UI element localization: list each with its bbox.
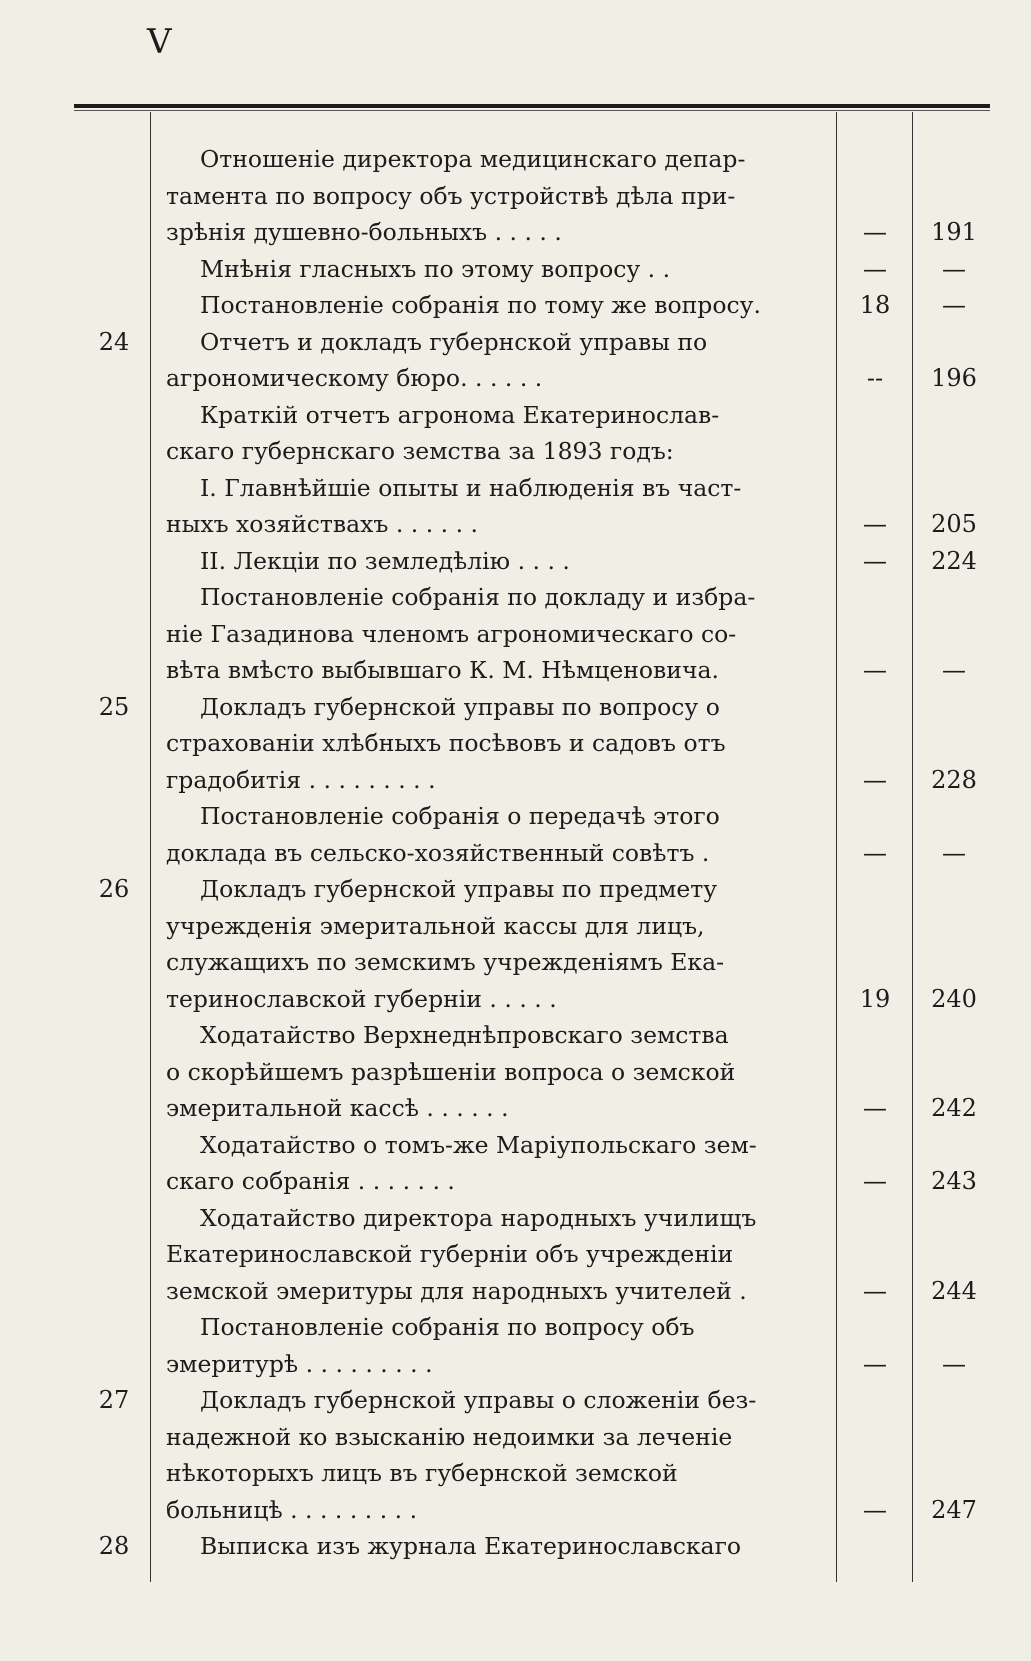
page-reference: 240 bbox=[931, 984, 977, 1013]
table-row bbox=[0, 981, 1031, 1018]
table-row bbox=[0, 725, 1031, 762]
page-reference: 244 bbox=[931, 1276, 977, 1305]
journal-number: — bbox=[863, 546, 887, 575]
page-reference: — bbox=[942, 254, 966, 283]
table-row bbox=[0, 1382, 1031, 1419]
page-reference: — bbox=[942, 1349, 966, 1378]
table-row bbox=[0, 1054, 1031, 1091]
journal-number: 18 bbox=[859, 291, 891, 319]
table-row bbox=[0, 616, 1031, 653]
entry-text: больницѣ . . . . . . . . . bbox=[166, 1495, 418, 1524]
page-reference: 242 bbox=[931, 1094, 977, 1122]
entry-text: Докладъ губернской управы о сложеніи без- bbox=[200, 1386, 757, 1414]
table-row bbox=[0, 1090, 1031, 1127]
entry-text: служащихъ по земскимъ учрежденіямъ Ека- bbox=[166, 948, 725, 976]
table-row bbox=[0, 214, 1031, 251]
table-row bbox=[0, 251, 1031, 288]
page-reference: — bbox=[942, 838, 966, 867]
table-row bbox=[0, 397, 1031, 434]
table-row bbox=[0, 360, 1031, 397]
entry-text: Отчетъ и докладъ губернской управы по bbox=[200, 327, 708, 356]
page-reference: 191 bbox=[931, 218, 977, 246]
entry-text: I. Главнѣйшіе опыты и наблюденія въ част- bbox=[200, 473, 742, 502]
entry-text: нѣкоторыхъ лицъ въ губернской земской bbox=[166, 1459, 678, 1487]
page-number: V bbox=[147, 22, 172, 62]
journal-number: — bbox=[863, 254, 887, 283]
table-row bbox=[0, 1419, 1031, 1456]
table-row bbox=[0, 543, 1031, 580]
entry-text: Ходатайство о томъ-же Маріупольскаго зем- bbox=[200, 1130, 757, 1159]
table-row bbox=[0, 689, 1031, 726]
table-row bbox=[0, 1273, 1031, 1310]
entry-text: вѣта вмѣсто выбывшаго К. М. Нѣмценовича. bbox=[166, 656, 719, 684]
section-number: 26 bbox=[98, 875, 130, 903]
table-row bbox=[0, 506, 1031, 543]
table-row bbox=[0, 324, 1031, 361]
entry-text: Краткій отчетъ агронома Екатеринослав- bbox=[200, 400, 720, 429]
table-row bbox=[0, 1236, 1031, 1273]
entry-text: скаго собранія . . . . . . . bbox=[166, 1167, 455, 1195]
table-row bbox=[0, 1200, 1031, 1237]
entry-text: II. Лекціи по земледѣлію . . . . bbox=[200, 546, 570, 575]
header-rule-thin bbox=[74, 110, 990, 111]
entry-text: тамента по вопросу объ устройствѣ дѣла при- bbox=[166, 181, 736, 210]
entry-text: ніе Газадинова членомъ агрономическаго со- bbox=[166, 619, 737, 648]
page-reference: 205 bbox=[931, 510, 977, 538]
journal-number: — bbox=[863, 218, 887, 246]
table-row bbox=[0, 652, 1031, 689]
page-reference: — bbox=[942, 291, 966, 319]
entry-text: Постановленіе собранія по докладу и избра- bbox=[200, 583, 756, 611]
header-rule-thick bbox=[74, 104, 990, 108]
table-row bbox=[0, 1309, 1031, 1346]
page-reference: 247 bbox=[931, 1495, 977, 1524]
entry-text: о скорѣйшемъ разрѣшеніи вопроса о земской bbox=[166, 1057, 736, 1086]
table-row bbox=[0, 1127, 1031, 1164]
table-row bbox=[0, 579, 1031, 616]
section-number: 24 bbox=[98, 327, 130, 356]
journal-number: — bbox=[863, 1349, 887, 1378]
entry-text: Отношеніе директора медицинскаго депар- bbox=[200, 145, 746, 173]
entry-text: Ходатайство директора народныхъ училищъ bbox=[200, 1203, 757, 1232]
section-number: 28 bbox=[98, 1532, 130, 1560]
journal-number: — bbox=[863, 1276, 887, 1305]
entry-text: градобитія . . . . . . . . . bbox=[166, 765, 436, 794]
table-row bbox=[0, 1163, 1031, 1200]
entry-text: эмеритурѣ . . . . . . . . . bbox=[166, 1349, 433, 1378]
section-number: 27 bbox=[98, 1386, 130, 1414]
table-row bbox=[0, 178, 1031, 215]
table-row bbox=[0, 1346, 1031, 1383]
table-row bbox=[0, 1528, 1031, 1565]
journal-number: — bbox=[863, 1495, 887, 1524]
table-row bbox=[0, 871, 1031, 908]
page-reference: 243 bbox=[931, 1167, 977, 1195]
table-row bbox=[0, 1017, 1031, 1054]
page-reference: 228 bbox=[931, 765, 977, 794]
entry-text: Мнѣнія гласныхъ по этому вопросу . . bbox=[200, 254, 671, 283]
table-row bbox=[0, 433, 1031, 470]
entry-text: эмеритальной кассѣ . . . . . . bbox=[166, 1094, 509, 1122]
entry-text: скаго губернскаго земства за 1893 годъ: bbox=[166, 437, 674, 465]
entry-text: Екатеринославской губерніи объ учрежденіи bbox=[166, 1240, 734, 1268]
table-row bbox=[0, 835, 1031, 872]
entry-text: теринославской губерніи . . . . . bbox=[166, 984, 557, 1013]
entry-text: земской эмеритуры для народныхъ учителей . bbox=[166, 1276, 747, 1305]
table-row bbox=[0, 762, 1031, 799]
table-row bbox=[0, 908, 1031, 945]
page-reference: 196 bbox=[931, 364, 977, 392]
entry-text: зрѣнія душевно-больныхъ . . . . . bbox=[166, 218, 562, 246]
page-reference: — bbox=[942, 656, 966, 684]
table-row bbox=[0, 944, 1031, 981]
entry-text: Постановленіе собранія по вопросу объ bbox=[200, 1313, 695, 1341]
entry-text: агрономическому бюро. . . . . . bbox=[166, 364, 543, 392]
table-row bbox=[0, 1455, 1031, 1492]
journal-number: — bbox=[863, 838, 887, 867]
entry-text: Докладъ губернской управы по вопросу о bbox=[200, 692, 720, 721]
page-reference: 224 bbox=[931, 546, 977, 575]
entry-text: страхованіи хлѣбныхъ посѣвовъ и садовъ отъ bbox=[166, 729, 726, 757]
entry-text: Постановленіе собранія по тому же вопросу. bbox=[200, 291, 761, 319]
entry-text: доклада въ сельско-хозяйственный совѣтъ . bbox=[166, 838, 710, 867]
section-number: 25 bbox=[98, 692, 130, 721]
entry-text: Докладъ губернской управы по предмету bbox=[200, 875, 718, 903]
entry-text: учрежденія эмеритальной кассы для лицъ, bbox=[166, 911, 705, 940]
journal-number: — bbox=[863, 656, 887, 684]
entry-text: надежной ко взысканію недоимки за леченіе bbox=[166, 1422, 733, 1451]
entry-text: Ходатайство Верхнеднѣпровскаго земства bbox=[200, 1021, 729, 1049]
table-of-contents bbox=[0, 141, 1031, 1565]
journal-number: — bbox=[863, 1094, 887, 1122]
table-row bbox=[0, 470, 1031, 507]
entry-text: Выписка изъ журнала Екатеринославскаго bbox=[200, 1532, 742, 1560]
journal-number: 19 bbox=[859, 984, 891, 1013]
table-row bbox=[0, 1492, 1031, 1529]
table-row bbox=[0, 141, 1031, 178]
entry-text: ныхъ хозяйствахъ . . . . . . bbox=[166, 510, 478, 538]
journal-number: — bbox=[863, 1167, 887, 1195]
journal-number: -- bbox=[866, 364, 884, 392]
journal-number: — bbox=[863, 765, 887, 794]
entry-text: Постановленіе собранія о передачѣ этого bbox=[200, 802, 720, 830]
table-row bbox=[0, 798, 1031, 835]
journal-number: — bbox=[863, 510, 887, 538]
table-row bbox=[0, 287, 1031, 324]
